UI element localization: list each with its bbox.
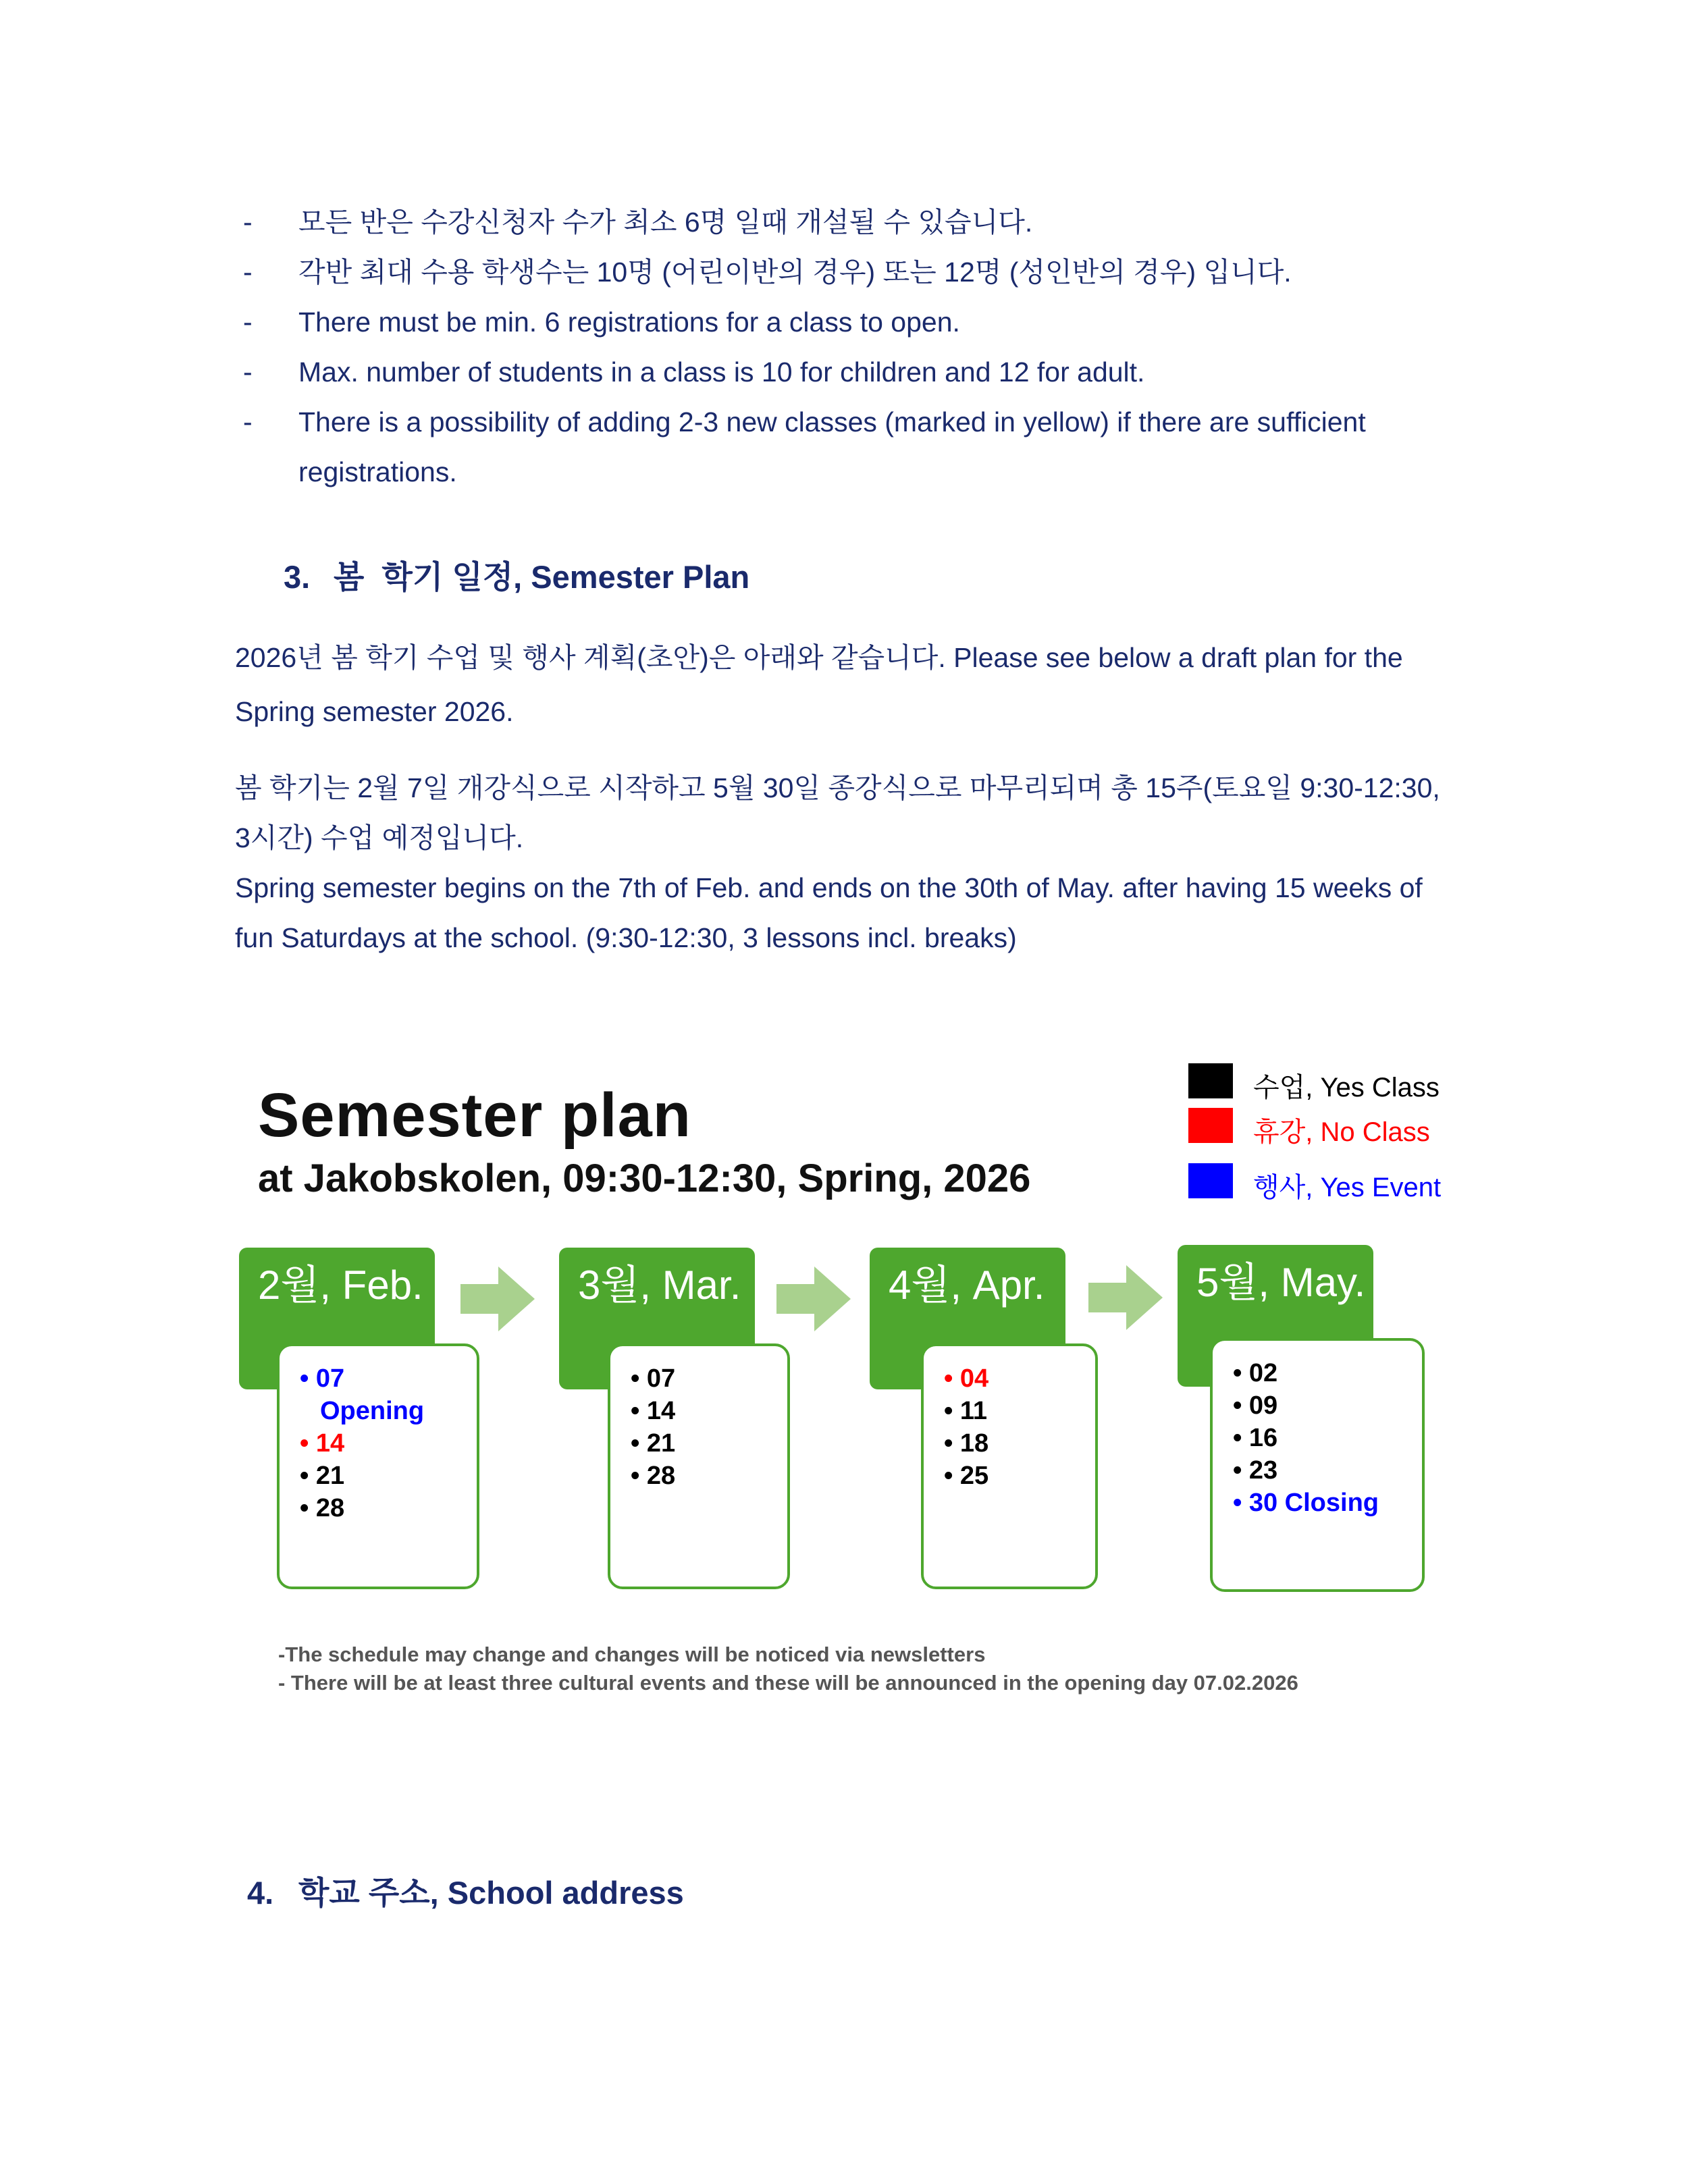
requirements-list — [243, 197, 1472, 497]
bullet-dash: - — [243, 207, 253, 238]
date-item: • 07 — [300, 1364, 345, 1393]
date-item: • 14 — [300, 1429, 345, 1458]
legend-swatch — [1188, 1063, 1233, 1098]
date-item: • 04 — [944, 1364, 989, 1393]
date-item: • 14 — [631, 1397, 676, 1425]
arrow-right-icon — [776, 1267, 851, 1331]
list-item — [243, 297, 1472, 347]
date-item: • 25 — [944, 1462, 989, 1490]
date-item: • 16 — [1233, 1424, 1278, 1452]
date-item: • 02 — [1233, 1359, 1278, 1387]
date-item: • 21 — [631, 1429, 676, 1458]
plan-subtitle: at Jakobskolen, 09:30-12:30, Spring, 2026 — [258, 1156, 1031, 1200]
date-item: • 28 — [300, 1494, 345, 1522]
bullet-dash: - — [243, 406, 253, 437]
plan-title: Semester plan — [258, 1081, 691, 1150]
date-list — [944, 1362, 988, 1492]
semester-description-ko: 봄 학기는 2월 7일 개강식으로 시작하고 5월 30일 종강식으로 마무리되며 총 15주(토요일 9:30-12:30, 3시간) 수업 예정입니다. — [235, 772, 1440, 853]
list-item — [243, 247, 1472, 297]
dates-card-apr — [921, 1343, 1098, 1589]
list-item-text: 각반 최대 수용 학생수는 10명 (어린이반의 경우) 또는 12명 (성인반의 경우) 입니다. — [298, 257, 1292, 288]
bullet-dash: - — [243, 257, 253, 288]
list-item-text: Max. number of students in a class is 10 for children and 12 for adult. — [298, 356, 1145, 388]
date-list — [1233, 1357, 1379, 1519]
section-3-heading — [284, 552, 749, 597]
date-list — [300, 1362, 424, 1524]
date-item: Opening — [320, 1397, 425, 1425]
month-label: 4월, Apr. — [889, 1262, 1045, 1308]
legend-swatch — [1188, 1108, 1233, 1143]
note-line: -The schedule may change and changes will be noticed via newsletters — [278, 1643, 986, 1666]
list-item-text: There must be min. 6 registrations for a class to open. — [298, 307, 960, 338]
section-title: 봄 학기 일정, Semester Plan — [334, 559, 750, 595]
bullet-dash: - — [243, 356, 253, 388]
list-item-text: There is a possibility of adding 2-3 new classes (marked in yellow) if there are sufficient registrations. — [298, 406, 1366, 487]
date-item: • 28 — [631, 1462, 676, 1490]
date-item: • 23 — [1233, 1456, 1278, 1485]
section-number: 3. — [284, 559, 311, 595]
date-item: • 21 — [300, 1462, 345, 1490]
legend-label: 행사, Yes Event — [1253, 1173, 1442, 1202]
date-item: • 30 Closing — [1233, 1489, 1379, 1517]
legend-swatch — [1188, 1163, 1233, 1198]
dates-card-mar — [608, 1343, 790, 1589]
arrow-right-icon — [1088, 1265, 1163, 1330]
month-label: 3월, Mar. — [578, 1262, 741, 1308]
month-label: 5월, May. — [1196, 1260, 1366, 1305]
list-item — [243, 397, 1472, 497]
section-title: 학교 주소, School address — [298, 1875, 684, 1911]
date-item: • 07 — [631, 1364, 676, 1393]
dates-card-feb — [277, 1343, 479, 1589]
note-line: - There will be at least three cultural events and these will be announced in the opening day 07.02.2026 — [278, 1671, 1298, 1695]
plan-notes — [278, 1641, 1298, 1697]
section-4-heading — [247, 1868, 684, 1913]
bullet-dash: - — [243, 307, 253, 338]
date-item: • 11 — [944, 1397, 988, 1425]
month-label: 2월, Feb. — [258, 1262, 423, 1308]
arrow-right-icon — [460, 1267, 535, 1331]
semester-description — [235, 763, 1450, 963]
legend-label: 수업, Yes Class — [1253, 1073, 1440, 1102]
list-item — [243, 197, 1472, 247]
list-item — [243, 347, 1472, 397]
intro-paragraph: 2026년 봄 학기 수업 및 행사 계획(초안)은 아래와 같습니다. Please see below a draft plan for the Spring semester 2026. — [235, 642, 1403, 727]
section-number: 4. — [247, 1875, 274, 1911]
date-item: • 18 — [944, 1429, 989, 1458]
date-item: • 09 — [1233, 1391, 1278, 1420]
date-list — [631, 1362, 675, 1492]
dates-card-may — [1210, 1338, 1425, 1592]
semester-description-en: Spring semester begins on the 7th of Feb. and ends on the 30th of May. after having 15 weeks of fun Saturdays at the school. (9:30-12:30, 3 lessons incl. breaks) — [235, 872, 1423, 953]
list-item-text: 모든 반은 수강신청자 수가 최소 6명 일때 개설될 수 있습니다. — [298, 207, 1033, 238]
legend-label: 휴강, No Class — [1253, 1117, 1430, 1147]
